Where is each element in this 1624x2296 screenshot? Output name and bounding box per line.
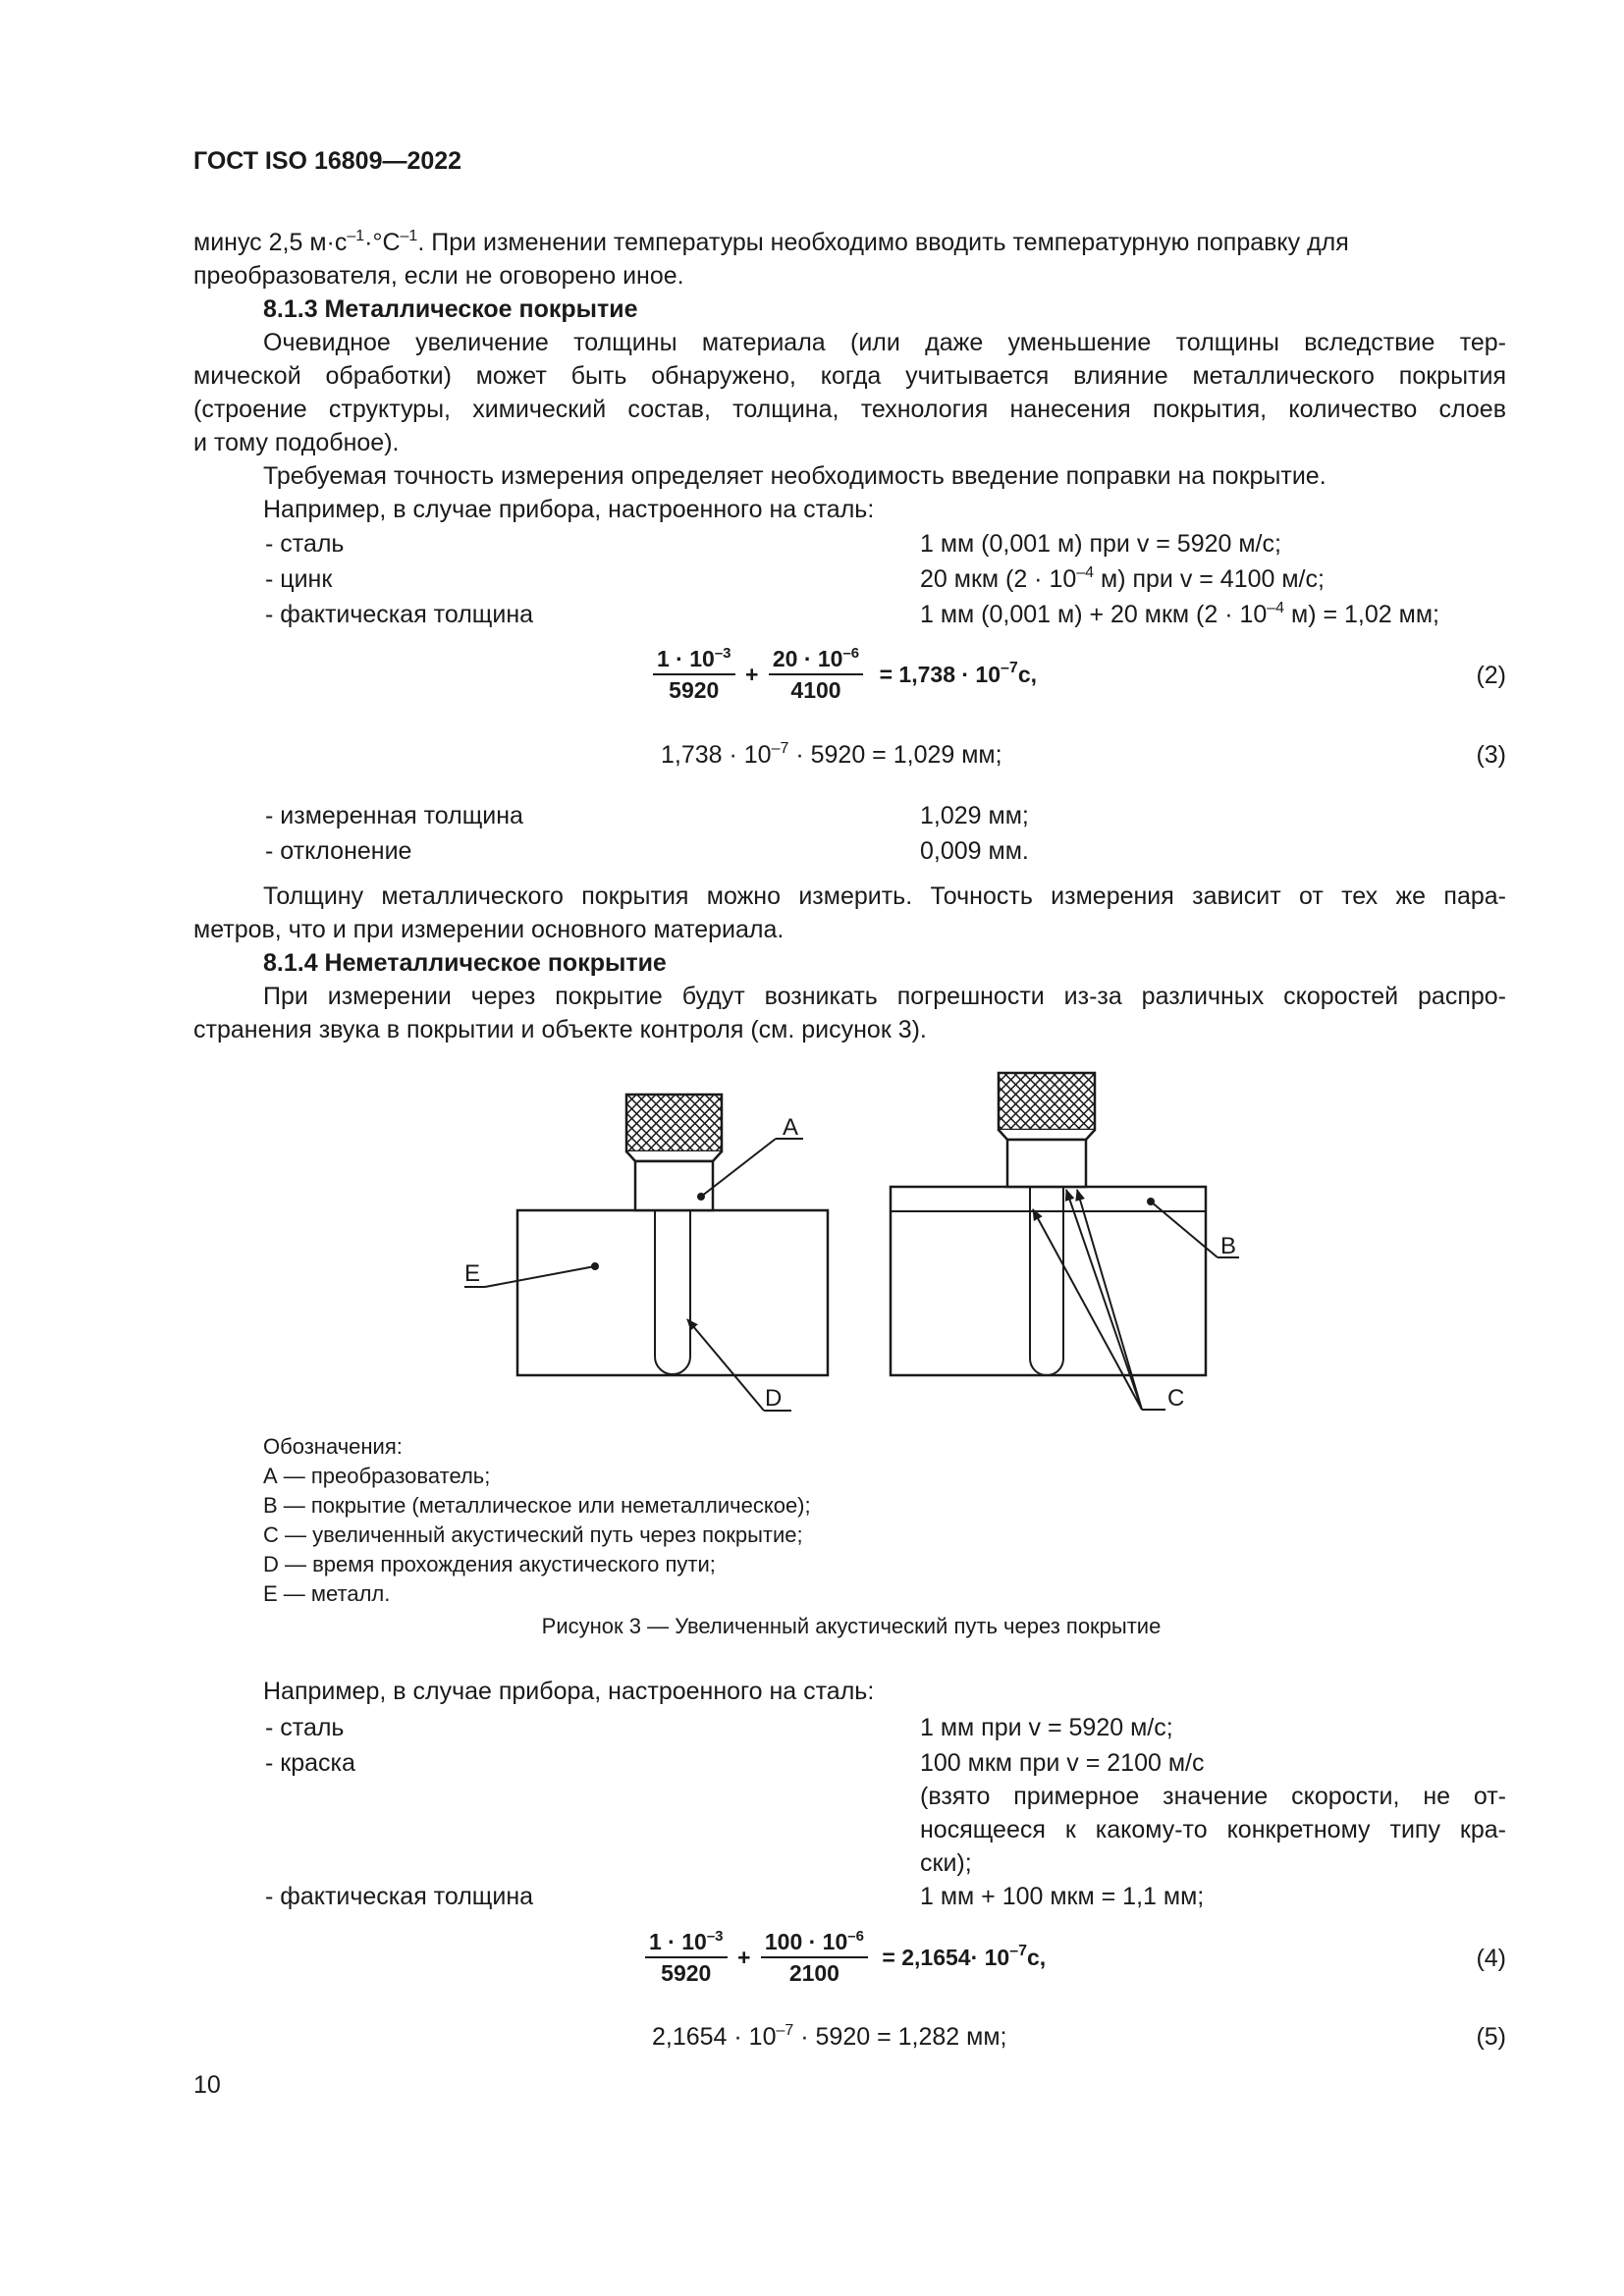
fraction-denominator: 2100 — [788, 1960, 839, 1986]
equation-result — [882, 1942, 1047, 1970]
text-run: ·°С — [364, 229, 401, 256]
list-item-label: - фактическая толщина — [265, 601, 534, 628]
text-run: с, — [1027, 1944, 1047, 1970]
label-d: D — [765, 1385, 783, 1412]
list-item-label: - краска — [265, 1749, 355, 1777]
text-run: 100 · 10 — [764, 1929, 848, 1954]
equation-number: (5) — [1476, 2023, 1506, 2051]
equation-4 — [645, 1929, 1046, 1986]
note-line: (взято примерное значение скорости, не от- — [920, 1783, 1506, 1810]
equation-number: (3) — [1476, 741, 1506, 769]
equation-5 — [652, 2020, 1006, 2054]
text-run: · 5920 = 1,282 мм; — [793, 2023, 1007, 2051]
list-item-label: - отклонение — [265, 837, 412, 865]
text-run: м) = 1,02 мм; — [1284, 601, 1439, 628]
paragraph-line: Очевидное увеличение толщины материала (или даже уменьшение толщины вследствие тер- — [263, 329, 1506, 356]
legend-item: С — увеличенный акустический путь через покрытие; — [263, 1522, 803, 1547]
legend-title: Обозначения: — [263, 1434, 403, 1459]
section-heading-8-1-3: 8.1.3 Металлическое покрытие — [263, 295, 638, 323]
superscript: –1 — [400, 228, 418, 244]
page-number: 10 — [193, 2071, 221, 2099]
paragraph-line: Например, в случае прибора, настроенного на сталь: — [263, 496, 875, 523]
transducer-knob — [626, 1095, 722, 1151]
paragraph-line: Требуемая точность измерения определяет необходимость введение поправки на покрытие. — [263, 462, 1326, 490]
paragraph-line: и тому подобное). — [193, 429, 400, 456]
paragraph-line: При измерении через покрытие будут возникать погрешности из-за различных скоростей распро- — [263, 983, 1506, 1010]
superscript: –3 — [714, 645, 731, 662]
legend-item: Е — металл. — [263, 1581, 391, 1606]
superscript: –6 — [842, 645, 860, 662]
transducer-knob — [999, 1073, 1095, 1130]
fraction-numerator — [761, 1929, 868, 1958]
text-run: с, — [1017, 661, 1037, 687]
superscript: –4 — [1267, 600, 1285, 616]
fraction-denominator: 5920 — [661, 1960, 712, 1986]
superscript: –7 — [1001, 659, 1018, 676]
transducer-body — [635, 1161, 713, 1210]
text-run: 1,738 · 10 — [661, 741, 772, 769]
superscript: –7 — [771, 740, 789, 757]
equation-number: (2) — [1476, 662, 1506, 689]
label-b: B — [1220, 1233, 1237, 1259]
transducer-neck — [999, 1130, 1095, 1140]
text-run: минус 2,5 м·с — [193, 229, 348, 256]
list-item-label: - измеренная толщина — [265, 802, 523, 829]
superscript: –1 — [347, 228, 365, 244]
right-assembly — [891, 1073, 1239, 1410]
paragraph-line: странения звука в покрытии и объекте контроля (см. рисунок 3). — [193, 1016, 927, 1043]
figure-caption: Рисунок 3 — Увеличенный акустический путь через покрытие — [541, 1614, 1162, 1638]
fraction-denominator: 5920 — [669, 677, 720, 703]
transducer-body — [1007, 1140, 1086, 1187]
list-item-value: 1 мм при v = 5920 м/с; — [920, 1714, 1173, 1741]
paragraph-line: метров, что и при измерении основного материала. — [193, 916, 785, 943]
paragraph-line: (строение структуры, химический состав, толщина, технология нанесения покрытия, количество слоев — [193, 396, 1506, 423]
fraction-numerator — [645, 1929, 728, 1958]
fraction-denominator: 4100 — [790, 677, 841, 703]
text-run: м) при v = 4100 м/с; — [1094, 565, 1325, 593]
paragraph-line: Например, в случае прибора, настроенного на сталь: — [263, 1678, 875, 1705]
equation-number: (4) — [1476, 1945, 1506, 1972]
paragraph-line: мической обработки) может быть обнаружено, когда учитывается влияние металлического покрытия — [193, 362, 1506, 390]
left-assembly — [464, 1095, 828, 1411]
list-item-value: 0,009 мм. — [920, 837, 1029, 865]
list-item-value: 100 мкм при v = 2100 м/с — [920, 1749, 1205, 1777]
list-item-label: - цинк — [265, 565, 333, 593]
text-run: · 5920 = 1,029 мм; — [788, 741, 1002, 769]
text-run: 1 · 10 — [657, 646, 715, 671]
note-line: носящееся к какому-то конкретному типу кра- — [920, 1816, 1506, 1843]
list-item-value: 1,029 мм; — [920, 802, 1029, 829]
superscript: –6 — [847, 1928, 864, 1945]
list-item-label: - сталь — [265, 530, 345, 558]
text-run: . При изменении температуры необходимо вводить температурную поправку для — [417, 229, 1349, 256]
label-e: E — [464, 1260, 481, 1287]
text-run: 20 · 10 — [772, 646, 843, 671]
superscript: –7 — [1009, 1942, 1028, 1959]
list-item-value: 1 мм + 100 мкм = 1,1 мм; — [920, 1883, 1205, 1910]
superscript: –3 — [706, 1928, 724, 1945]
metal-block — [517, 1210, 828, 1375]
section-heading-8-1-4: 8.1.4 Неметаллическое покрытие — [263, 949, 667, 977]
fraction — [761, 1929, 868, 1986]
legend-item: В — покрытие (металлическое или неметаллическое); — [263, 1493, 811, 1518]
superscript: –4 — [1076, 564, 1095, 581]
list-item-label: - сталь — [265, 1714, 345, 1741]
paragraph-line: Толщину металлического покрытия можно измерить. Точность измерения зависит от тех же пара- — [263, 882, 1506, 910]
text-run: = 1,738 · 10 — [879, 661, 1001, 687]
list-item-value: 1 мм (0,001 м) при v = 5920 м/с; — [920, 530, 1281, 558]
metal-block — [891, 1187, 1206, 1375]
text-run: 2,1654 · 10 — [652, 2023, 777, 2051]
text-run: 1 · 10 — [649, 1929, 707, 1954]
fraction — [645, 1929, 728, 1986]
superscript: –7 — [776, 2022, 794, 2039]
label-c: C — [1167, 1385, 1185, 1412]
legend-item: D — время прохождения акустического пути; — [263, 1552, 716, 1576]
plus-sign: + — [744, 661, 759, 687]
list-item-label: - фактическая толщина — [265, 1883, 534, 1910]
document-header: ГОСТ ISO 16809—2022 — [193, 147, 462, 175]
plus-sign: + — [736, 1944, 751, 1970]
text-run: 1 мм (0,001 м) + 20 мкм (2 · 10 — [920, 601, 1268, 628]
note-line: ски); — [920, 1849, 972, 1877]
text-run: = 2,1654· 10 — [882, 1944, 1010, 1970]
label-a: A — [783, 1114, 799, 1141]
text-run: 20 мкм (2 · 10 — [920, 565, 1077, 593]
transducer-neck — [626, 1151, 722, 1161]
paragraph-line: преобразователя, если не оговорено иное. — [193, 262, 684, 290]
legend-item: А — преобразователь; — [263, 1464, 491, 1488]
